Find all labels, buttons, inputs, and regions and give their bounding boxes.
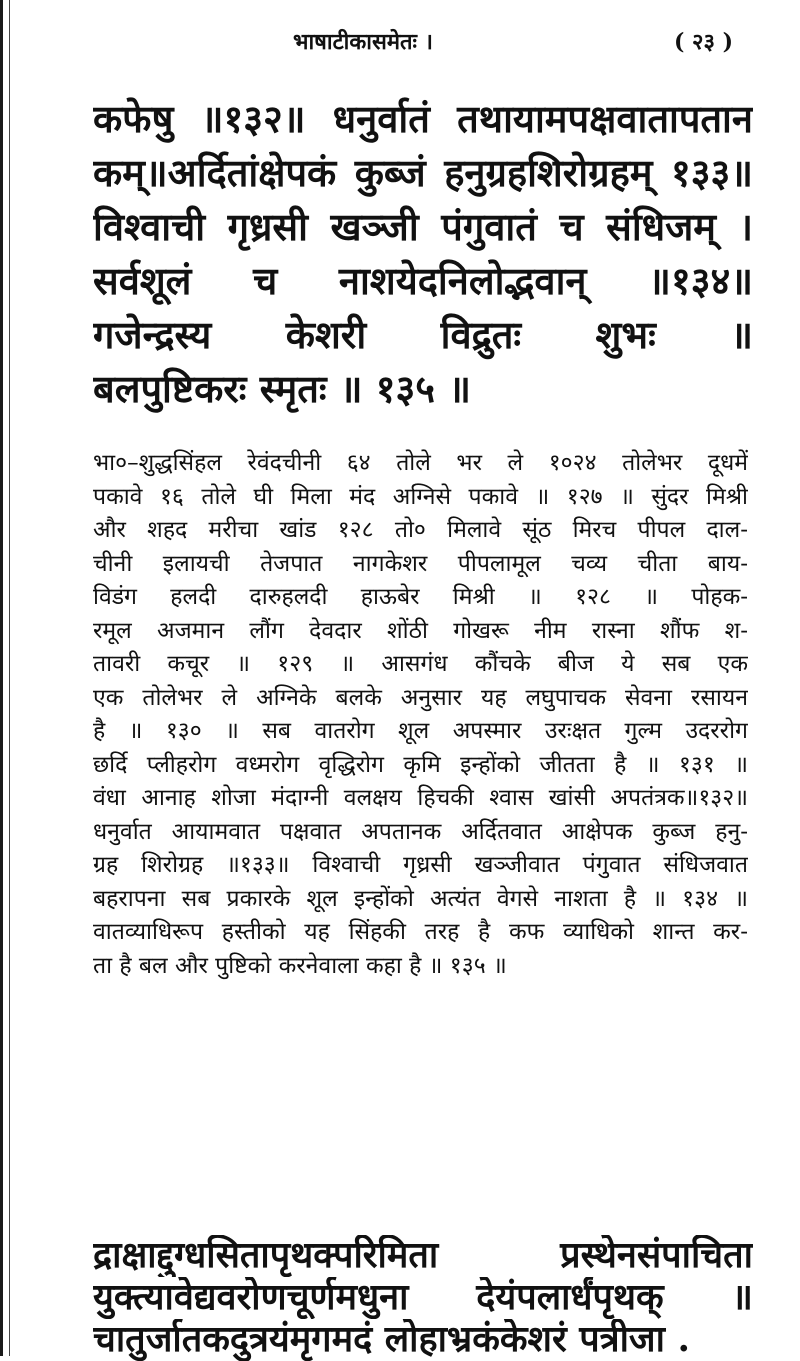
commentary-line: वंधा आनाह शोजा मंदाग्नी वलक्षय हिचकी श्वास खांसी अपतंत्रक॥१३२॥ (93, 785, 748, 811)
commentary-line: छर्दि प्लीहरोग वध्मरोग वृद्धिरोग कृमि इन्होंको जीतता है ॥ १३१ ॥ (93, 751, 748, 778)
verse-line: कम्॥अर्दितांक्षेपकं कुब्जं हनुग्रहशिरोग्रहम् १३३॥ (93, 150, 753, 195)
verse-line: बलपुष्टिकरः स्मृतः ॥ १३५ ॥ (93, 366, 472, 411)
commentary-line: और शहद मरीचा खांड १२८ तो० मिलावे सूंठ मिरच पीपल दाल- (93, 517, 748, 543)
commentary-text (93, 447, 748, 983)
header-title: भाषाटीकासमेतः । (293, 29, 433, 55)
commentary-line: तावरी कचूर ॥ १२९ ॥ आसगंध कौंचके बीज ये सब एक (93, 651, 748, 677)
verse-line: विश्वाची गृध्रसी खञ्जी पंगुवातं च संधिजम् । (93, 204, 753, 249)
verse-line: कफेषु ॥१३२॥ धनुर्वातं तथायामपक्षवातापतान (93, 96, 753, 141)
commentary-line: ग्रह शिरोग्रह ॥१३३॥ विश्वाची गृध्रसी खञ्जीवात पंगुवात संधिजवात (93, 852, 748, 878)
commentary-line: रमूल अजमान लौंग देवदार शोंठी गोखरू नीम रास्ना शौंफ श- (93, 617, 748, 644)
commentary-line: वातव्याधिरूप हस्तीको यह सिंहकी तरह है कफ व्याधिको शान्त कर- (93, 919, 748, 945)
commentary-line: ता है बल और पुष्टिको करनेवाला कहा है ॥ १३५ ॥ (93, 952, 507, 979)
commentary-line: चीनी इलायची तेजपात नागकेशर पीपलामूल चव्य चीता बाय- (93, 550, 748, 577)
verse-line: सर्वशूलं च नाशयेदनिलोद्भवान् ॥१३४॥ (93, 258, 753, 303)
commentary-line: है ॥ १३० ॥ सब वातरोग शूल अपस्मार उरःक्षत गुल्म उदररोग (93, 718, 748, 744)
verse-line: गजेन्द्रस्य केशरी विद्रुतः शुभः ॥ (93, 312, 753, 357)
top-verse (93, 92, 753, 416)
commentary-line: धनुर्वात आयामवात पक्षवात अपतानक अर्दितवात आक्षेपक कुब्ज हनु- (93, 818, 748, 845)
verse-line: चातुर्जातकदुत्रयंमृगमदं लोहाभ्रकंकेशरं पत्रीजा . (93, 1319, 691, 1360)
verse-line: युक्त्यावेद्यवरोणचूर्णमधुना देयंपलार्धंपृथक् ॥ (93, 1277, 753, 1318)
page-number: ( २३ ) (673, 29, 733, 55)
running-header (293, 26, 733, 56)
commentary-line: एक तोलेभर ले अग्निके बलके अनुसार यह लघुपाचक सेवना रसायन (93, 684, 748, 711)
commentary-line: विडंग हलदी दारुहलदी हाऊबेर मिश्री ॥ १२८ ॥ पोहक- (93, 584, 748, 610)
commentary-line: भा०–शुद्धसिंहल रेवंदचीनी ६४ तोले भर ले १०२४ तोलेभर दूधमें (93, 450, 748, 476)
verse-line: द्राक्षाद्दुग्धसितापृथक्परिमिता प्रस्थेनसंपाचिता (93, 1235, 753, 1276)
commentary-line: पकावे १६ तोले घी मिला मंद अग्निसे पकावे ॥ १२७ ॥ सुंदर मिश्री (93, 483, 748, 510)
commentary-line: बहरापना सब प्रकारके शूल इन्होंको अत्यंत वेगसे नाशता है ॥ १३४ ॥ (93, 885, 748, 912)
bottom-verse (93, 1235, 753, 1361)
